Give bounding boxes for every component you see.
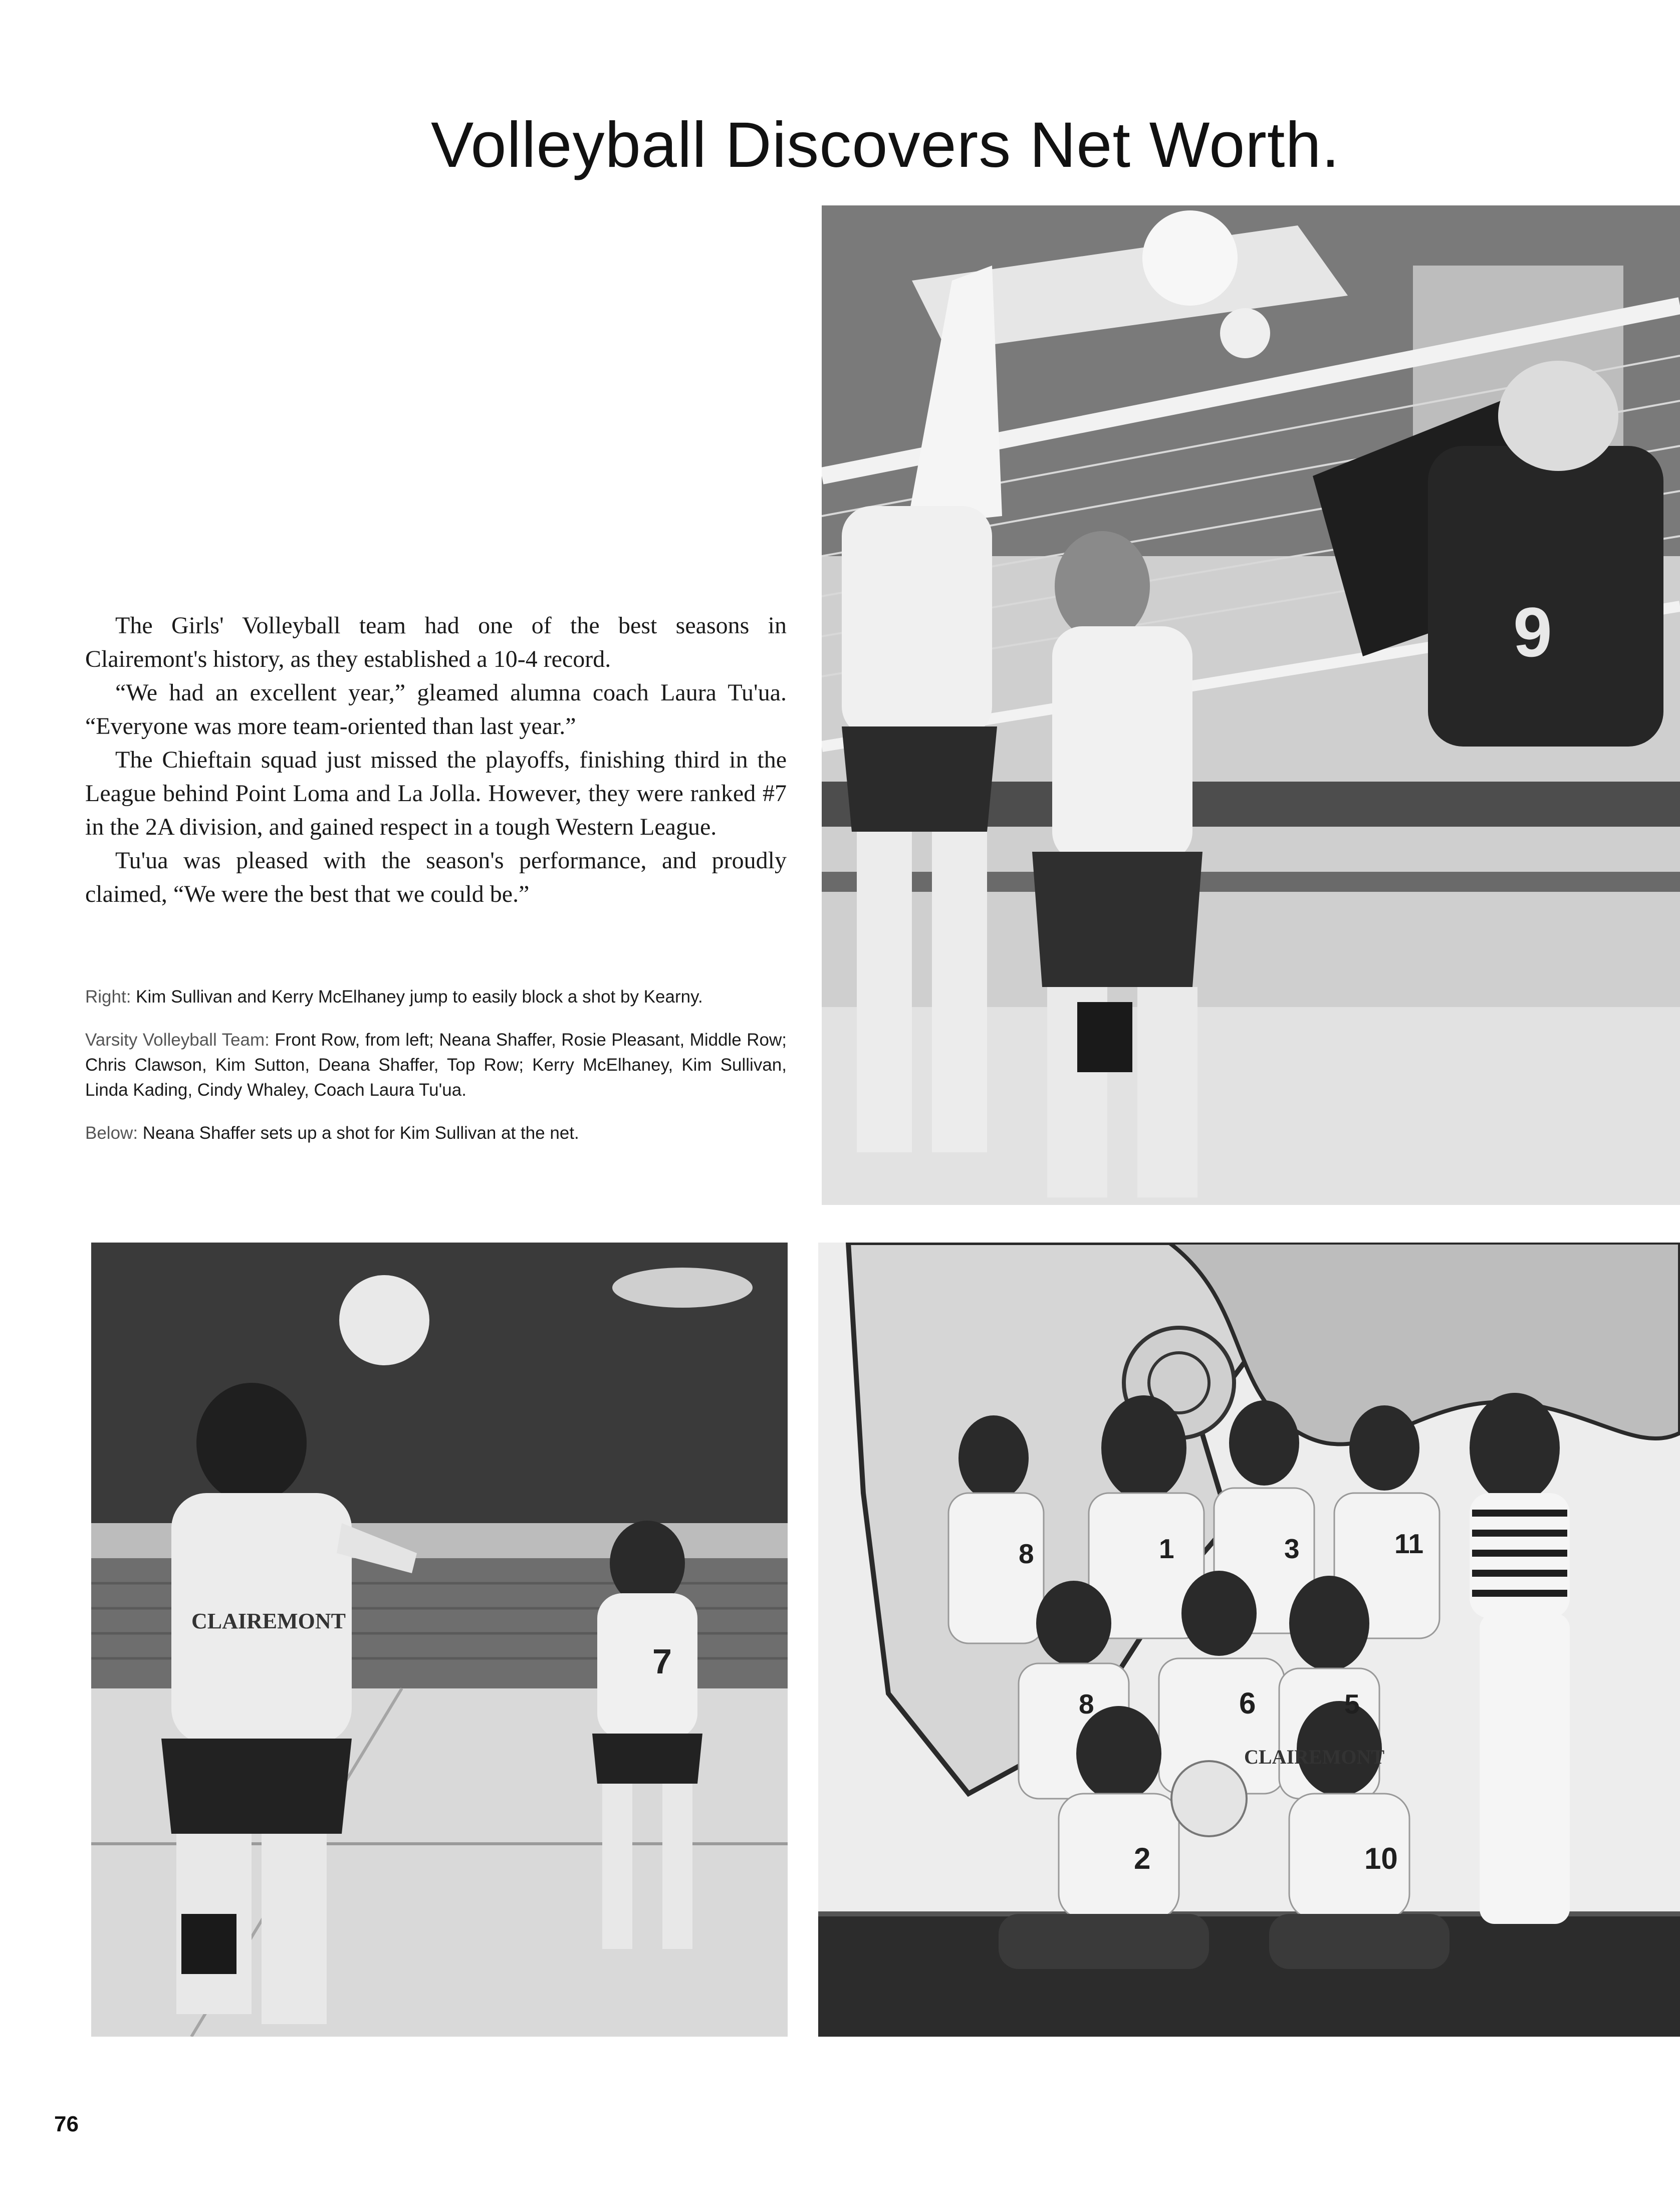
article-paragraph: The Chieftain squad just missed the playoffs, finishing third in the League behind Point Loma and La Jolla. However, they were ranked #7 in the 2A division, and gained respect in a tough Western League. xyxy=(85,747,787,840)
photo-team-image xyxy=(818,1243,1680,2037)
team-shirt-text: CLAIREMONT xyxy=(1244,1746,1385,1768)
article-paragraph: Tu'ua was pleased with the season's performance, and proudly claimed, “We were the best that we could be.” xyxy=(85,847,787,907)
caption-right xyxy=(85,985,787,1010)
caption-text: Front Row, from left; Neana Shaffer, Rosie Pleasant, Middle Row; Chris Clawson, Kim Sutton, Deana Shaffer, Top Row; Kerry McElhaney, Kim Sullivan, Linda Kading, Cindy Whaley, Coach Laura Tu'ua. xyxy=(85,1030,787,1100)
team-jersey-number: 8 xyxy=(1019,1538,1034,1569)
team-jersey-number: 6 xyxy=(1239,1686,1256,1720)
article-paragraph: “We had an excellent year,” gleamed alumna coach Laura Tu'ua. “Everyone was more team-oriented than last year.” xyxy=(85,679,787,740)
photo-block-image xyxy=(822,205,1680,1205)
team-jersey-number: 8 xyxy=(1079,1688,1094,1720)
page-headline: Volleyball Discovers Net Worth. xyxy=(431,109,1340,181)
team-jersey-number: 10 xyxy=(1364,1842,1398,1875)
article-body xyxy=(85,609,787,911)
caption-below xyxy=(85,1121,787,1146)
photo-captions xyxy=(85,985,787,1164)
caption-team xyxy=(85,1028,787,1103)
setup-jersey-number: 7 xyxy=(652,1642,672,1681)
setup-shirt-text: CLAIREMONT xyxy=(191,1609,346,1633)
caption-label: Varsity Volleyball Team: xyxy=(85,1030,270,1050)
team-jersey-number: 1 xyxy=(1159,1533,1174,1564)
caption-label: Right: xyxy=(85,987,131,1007)
caption-text: Neana Shaffer sets up a shot for Kim Sullivan at the net. xyxy=(142,1123,579,1143)
team-jersey-number: 2 xyxy=(1134,1842,1151,1875)
photo-block-at-net xyxy=(822,205,1680,1205)
article-paragraph: The Girls' Volleyball team had one of the best seasons in Clairemont's history, as they established a 10-4 record. xyxy=(85,612,787,672)
photo-setup-shot xyxy=(91,1243,788,2037)
photo-varsity-team xyxy=(818,1243,1680,2037)
caption-text: Kim Sullivan and Kerry McElhaney jump to easily block a shot by Kearny. xyxy=(136,987,703,1007)
team-jersey-number: 3 xyxy=(1284,1533,1300,1564)
block-jersey-number: 9 xyxy=(1513,593,1552,671)
photo-setup-image xyxy=(91,1243,788,2037)
team-jersey-number: 11 xyxy=(1394,1528,1424,1559)
caption-label: Below: xyxy=(85,1123,138,1143)
page-number: 76 xyxy=(54,2112,79,2136)
team-jersey-number: 5 xyxy=(1344,1688,1360,1720)
